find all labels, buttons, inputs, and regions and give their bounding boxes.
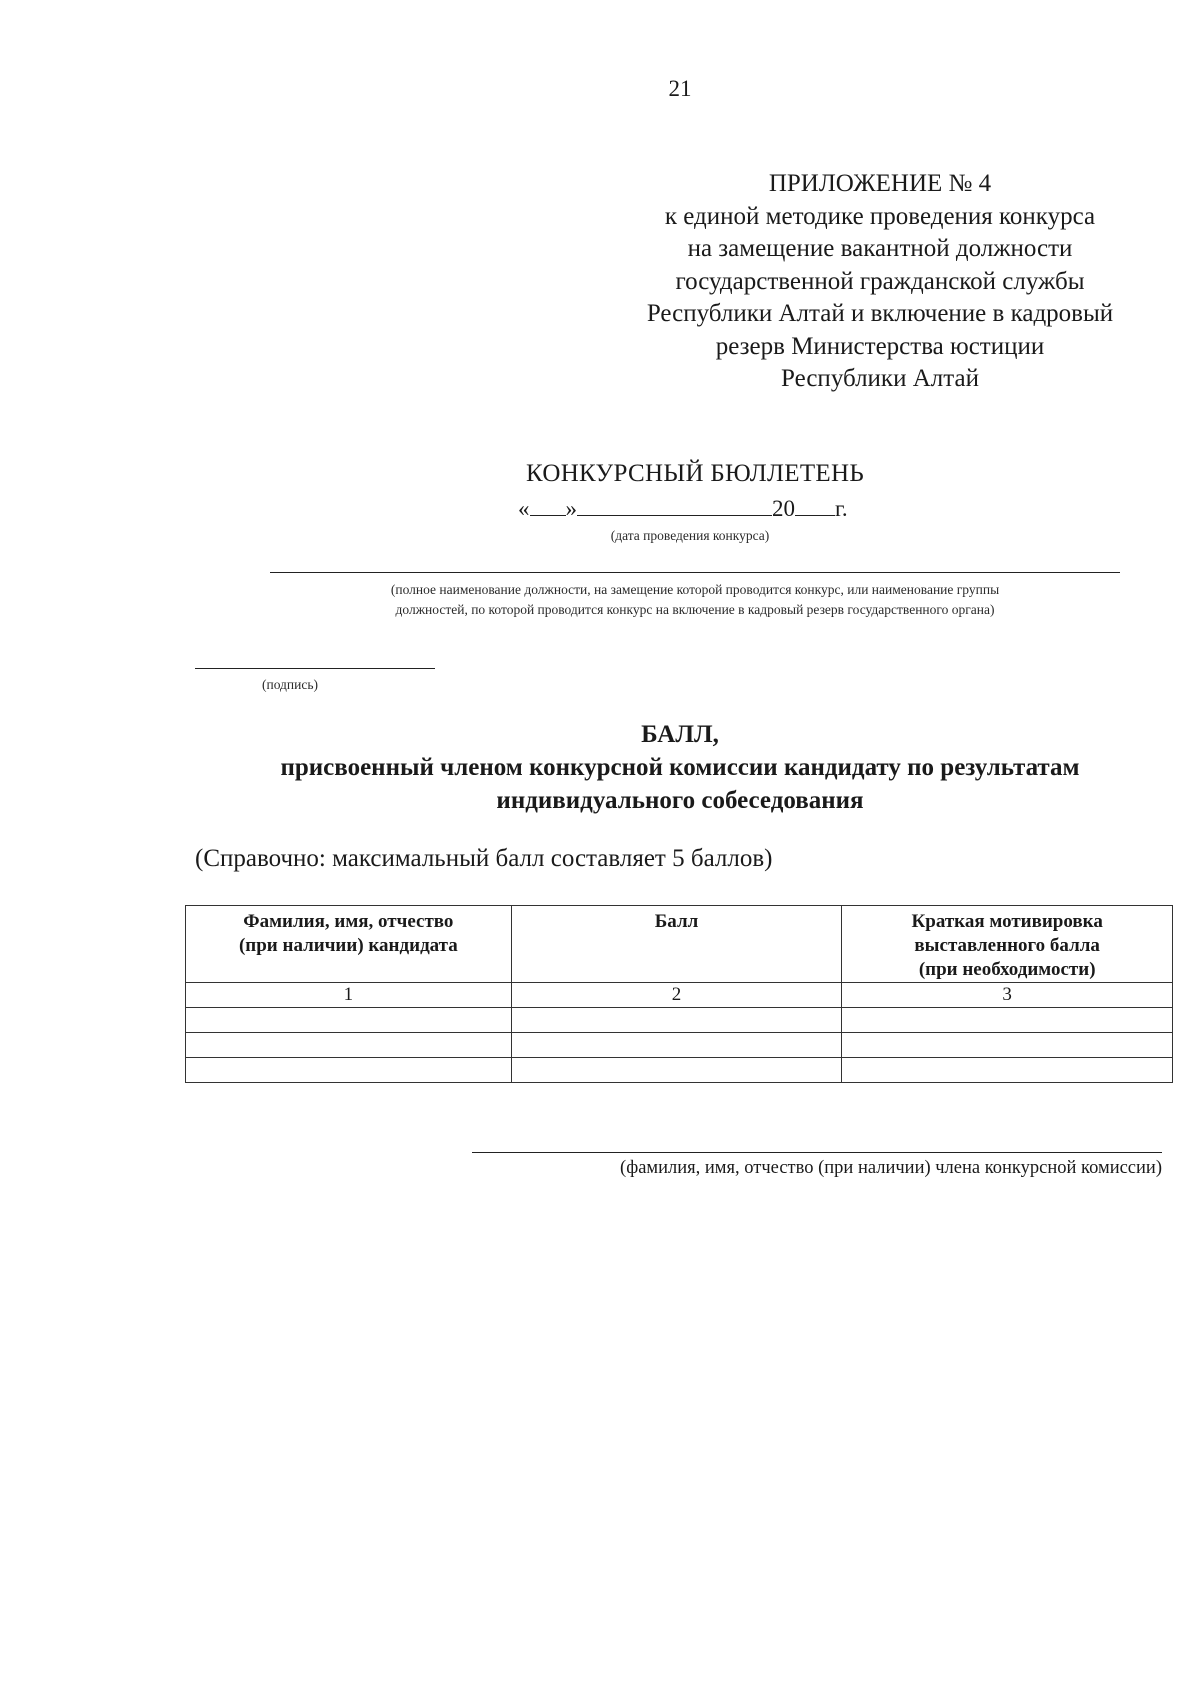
- column-number: 1: [186, 983, 512, 1008]
- score-cell[interactable]: [511, 1058, 842, 1083]
- position-caption: [270, 580, 1120, 620]
- score-cell[interactable]: [511, 1008, 842, 1033]
- day-blank: [530, 495, 566, 516]
- year-suffix: г.: [835, 496, 848, 521]
- score-cell[interactable]: [511, 1033, 842, 1058]
- position-line: [270, 572, 1120, 573]
- motivation-cell[interactable]: [842, 1033, 1173, 1058]
- appendix-line: государственной гражданской службы: [675, 267, 1085, 295]
- signature-line: [195, 668, 435, 669]
- bulletin-title: КОНКУРСНЫЙ БЮЛЛЕТЕНЬ: [525, 460, 865, 487]
- score-heading-line: индивидуального собеседования: [496, 787, 864, 814]
- appendix-line: Республики Алтай и включение в кадровый: [646, 300, 1114, 327]
- candidate-cell[interactable]: [186, 1058, 512, 1083]
- header-candidate-name: [186, 906, 512, 983]
- table-row: [186, 1058, 1173, 1083]
- signature-caption: (подпись): [261, 677, 319, 692]
- quote-open: «: [518, 496, 530, 521]
- table-row: [186, 1033, 1173, 1058]
- appendix-title: ПРИЛОЖЕНИЕ № 4: [768, 170, 992, 197]
- score-table: [185, 905, 1173, 1083]
- header-motivation: [842, 906, 1173, 983]
- reference-note: (Справочно: максимальный балл составляет 5 баллов): [195, 845, 773, 872]
- appendix-block: [600, 168, 1160, 396]
- motivation-cell[interactable]: [842, 1008, 1173, 1033]
- appendix-line: на замещение вакантной должности: [687, 235, 1073, 262]
- appendix-line: к единой методике проведения конкурса: [664, 202, 1096, 230]
- month-blank: [577, 495, 772, 516]
- position-caption-line: должностей, по которой проводится конкурс на включение в кадровый резерв государственного органа): [395, 602, 995, 617]
- header-text: (при наличии) кандидата: [238, 935, 458, 956]
- header-text: Краткая мотивировка: [911, 911, 1103, 932]
- header-text: Фамилия, имя, отчество: [243, 911, 454, 932]
- year-blank: [795, 495, 835, 516]
- header-score: [511, 906, 842, 983]
- motivation-cell[interactable]: [842, 1058, 1173, 1083]
- column-number: 3: [842, 983, 1173, 1008]
- header-text: Балл: [654, 911, 699, 932]
- appendix-line: Республики Алтай: [781, 365, 979, 392]
- header-text: (при необходимости): [918, 959, 1096, 980]
- score-heading-line: БАЛЛ,: [641, 721, 719, 748]
- member-caption: (фамилия, имя, отчество (при наличии) члена конкурсной комиссии): [620, 1158, 1162, 1178]
- score-heading: [140, 718, 1200, 817]
- column-number: 2: [511, 983, 842, 1008]
- appendix-line: резерв Министерства юстиции: [715, 332, 1045, 360]
- header-text: выставленного балла: [914, 935, 1100, 956]
- position-caption-line: (полное наименование должности, на замещение которой проводится конкурс, или наименование группы: [390, 582, 1000, 597]
- score-heading-line: присвоенный членом конкурсной комиссии кандидату по результатам: [280, 754, 1080, 781]
- candidate-cell[interactable]: [186, 1008, 512, 1033]
- candidate-cell[interactable]: [186, 1033, 512, 1058]
- date-line: [518, 495, 848, 522]
- date-caption: (дата проведения конкурса): [610, 528, 770, 543]
- page-number: 21: [668, 76, 692, 101]
- table-header-row: [186, 906, 1173, 983]
- quote-close: »: [565, 496, 577, 521]
- column-number-row: [186, 983, 1173, 1008]
- member-signature-line: [472, 1152, 1162, 1153]
- table-row: [186, 1008, 1173, 1033]
- year-prefix: 20: [772, 496, 795, 521]
